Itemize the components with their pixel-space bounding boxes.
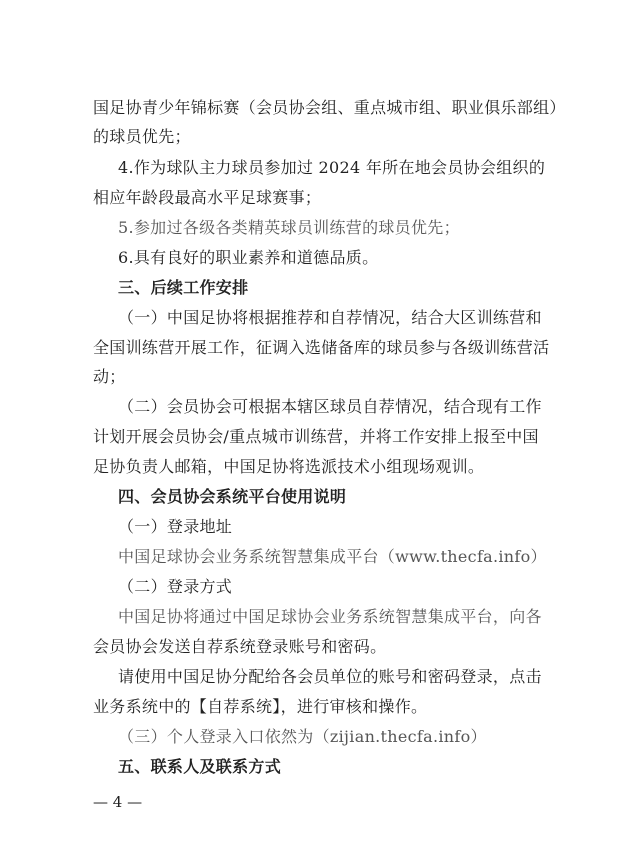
- body-line: 4.作为球队主力球员参加过 2024 年所在地会员协会组织的: [118, 158, 546, 177]
- body-line: 中国足球协会业务系统智慧集成平台（www.thecfa.info）: [118, 547, 547, 566]
- body-line: 足协负责人邮箱，中国足协将选派技术小组现场观训。: [93, 457, 485, 476]
- body-line: 5.参加过各级各类精英球员训练营的球员优先；: [118, 218, 460, 237]
- subheading: （一）登录地址: [118, 517, 233, 536]
- body-line: 国足协青少年锦标赛（会员协会组、重点城市组、职业俱乐部组）: [93, 98, 566, 117]
- body-line: 全国训练营开展工作，征调入选储备库的球员参与各级训练营活: [93, 338, 550, 357]
- body-line: 计划开展会员协会/重点城市训练营，并将工作安排上报至中国: [93, 427, 539, 446]
- body-line: 6.具有良好的职业素养和道德品质。: [118, 248, 379, 267]
- body-line: 请使用中国足协分配给各会员单位的账号和密码登录，点击: [118, 667, 542, 686]
- body-line: （一）中国足协将根据推荐和自荐情况，结合大区训练营和: [118, 308, 542, 327]
- body-line: 的球员优先；: [93, 127, 191, 146]
- body-line: 业务系统中的【自荐系统】，进行审核和操作。: [93, 697, 428, 716]
- body-line: 相应年龄段最高水平足球赛事；: [93, 188, 322, 207]
- section-heading: 三、后续工作安排: [118, 278, 249, 297]
- section-heading: 五、联系人及联系方式: [118, 757, 282, 776]
- body-line: 中国足协将通过中国足球协会业务系统智慧集成平台，向各: [118, 607, 542, 626]
- body-line: 动；: [93, 367, 126, 386]
- body-line: （三）个人登录入口依然为（zijian.thecfa.info）: [118, 727, 487, 746]
- section-heading: 四、会员协会系统平台使用说明: [118, 487, 347, 506]
- subheading: （二）登录方式: [118, 577, 233, 596]
- page-number: — 4 —: [93, 793, 143, 811]
- body-line: 会员协会发送自荐系统登录账号和密码。: [93, 637, 387, 656]
- body-line: （二）会员协会可根据本辖区球员自荐情况，结合现有工作: [118, 397, 542, 416]
